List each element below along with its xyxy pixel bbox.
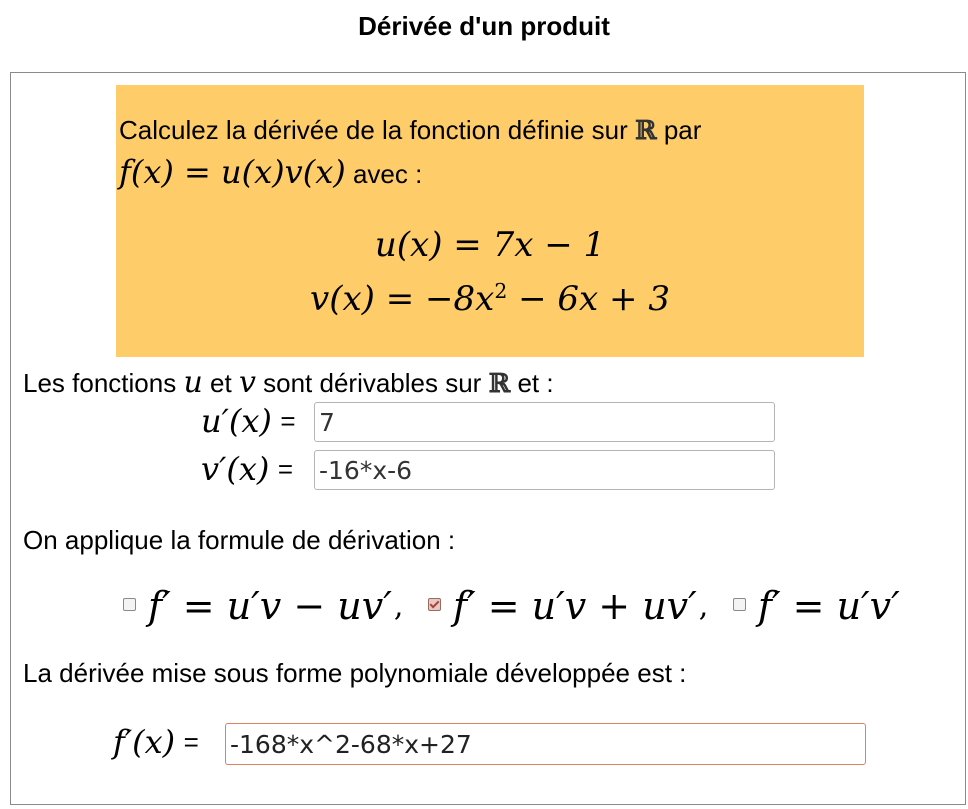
question-box (116, 85, 864, 357)
formula-option-3[interactable] (733, 583, 900, 628)
formula-instruction: On applique la formule de dérivation : (23, 525, 456, 555)
derivability-et: et (210, 368, 232, 398)
u-prime-input[interactable] (314, 402, 775, 442)
question-intro-text: Calculez la dérivée de la fonction définie sur (119, 115, 628, 145)
derivability-text-b: sont dérivables sur (263, 368, 482, 398)
v-exponent: 2 (494, 278, 508, 303)
question-intro (119, 115, 701, 146)
f-prime-input[interactable] (225, 723, 866, 765)
f-prime-label: f′(x) (113, 723, 176, 761)
derivability-statement (23, 365, 554, 400)
formula-option-2-checkbox[interactable] (428, 598, 441, 611)
u-prime-row (201, 402, 300, 442)
formula-option-1-checkbox[interactable] (123, 598, 136, 611)
formula-option-3-checkbox[interactable] (733, 598, 746, 611)
reals-symbol-2: ℝ (488, 369, 511, 399)
v-equation (116, 279, 864, 319)
u-prime-label: u′(x) (201, 402, 272, 440)
formula-separator-1: , (393, 588, 404, 624)
v-prime-equals: = (277, 453, 293, 484)
formula-separator-2: , (698, 588, 709, 624)
question-function-def (119, 153, 422, 191)
formula-option-2[interactable] (428, 583, 722, 628)
result-instruction: La dérivée mise sous forme polynomiale développée est : (23, 658, 687, 688)
u-equation-text: u(x) = 7x − 1 (374, 225, 606, 265)
v-equation-text-a: v(x) = −8x (310, 279, 495, 319)
question-avec-text: avec : (352, 159, 423, 189)
formula-choices (123, 583, 900, 628)
derivability-text-a: Les fonctions (23, 368, 177, 398)
reals-symbol: ℝ (634, 116, 657, 146)
u-symbol: u (183, 365, 203, 400)
u-prime-equals: = (280, 405, 296, 436)
f-prime-row (113, 723, 203, 765)
formula-option-3-label: f′ = u′v′ (757, 584, 900, 629)
f-definition: f(x) = u(x)v(x) (119, 153, 346, 191)
page-title: Dérivée d'un produit (358, 11, 610, 41)
u-equation (116, 225, 864, 265)
v-equation-text-b: − 6x + 3 (507, 279, 670, 319)
formula-option-2-label: f′ = u′v + uv′ (452, 584, 697, 629)
v-prime-label: v′(x) (201, 450, 270, 488)
f-prime-equals: = (183, 726, 199, 757)
derivability-text-c: et : (517, 368, 554, 398)
v-prime-input[interactable] (314, 450, 775, 490)
v-symbol: v (238, 365, 256, 400)
formula-option-1-label: f′ = u′v − uv′ (148, 584, 392, 629)
formula-option-1[interactable] (123, 583, 417, 628)
exercise-frame (10, 72, 966, 805)
question-par-text: par (663, 115, 702, 145)
v-prime-row (201, 450, 297, 490)
